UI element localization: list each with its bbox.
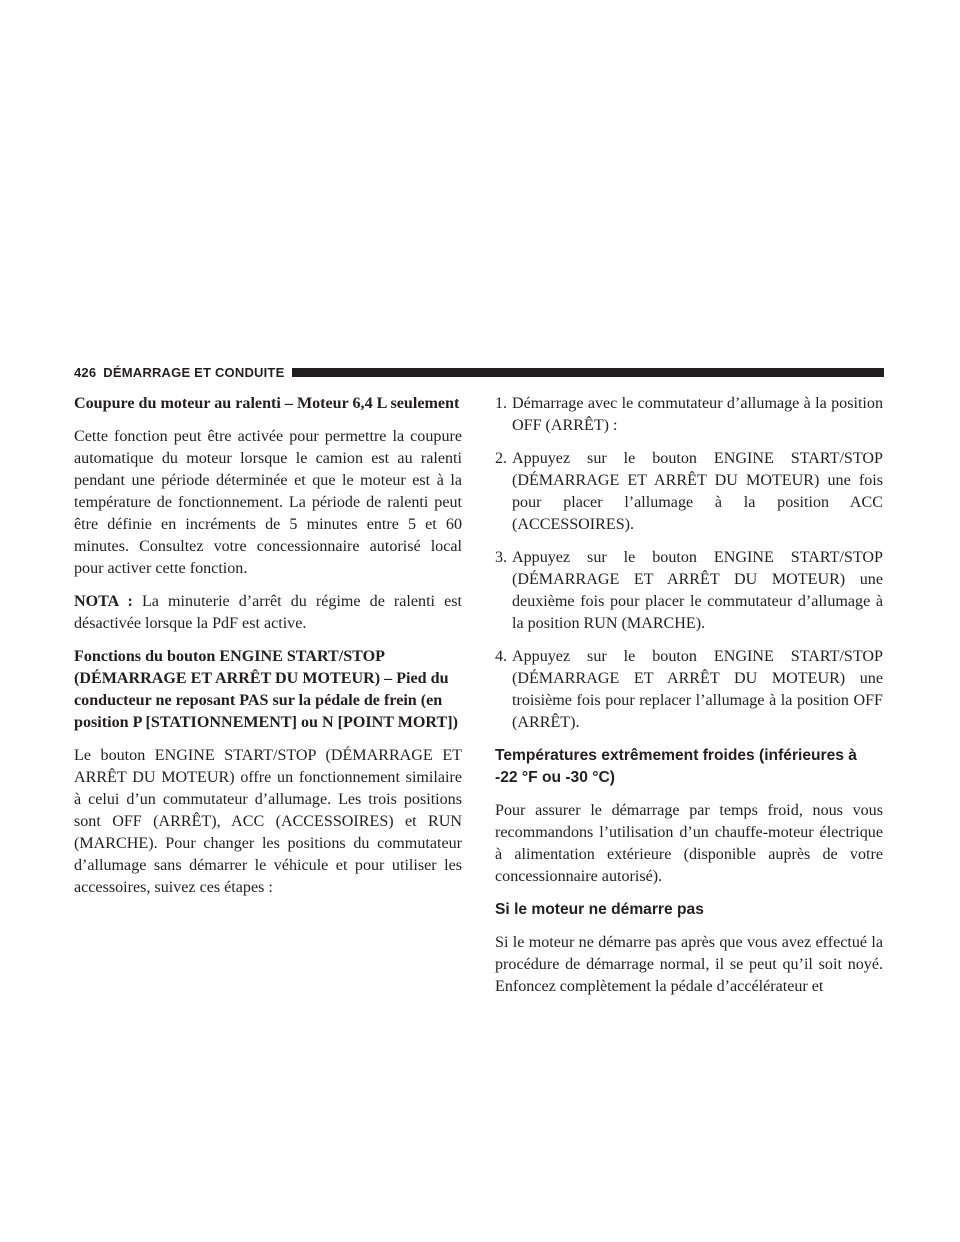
step-text: Appuyez sur le bouton ENGINE START/STOP (DÉMARRAGE ET ARRÊT DU MOTEUR) une troisième fois pour replacer l’allumage à la position OFF (ARRÊT). — [512, 648, 883, 731]
right-column — [495, 393, 883, 1009]
engine-fails-heading: Si le moteur ne démarre pas — [495, 901, 704, 918]
step-item — [495, 448, 883, 536]
cold-temperatures-heading: Températures extrêmement froides (inférieures à -22 °F ou -30 °C) — [495, 747, 857, 786]
step-item — [495, 393, 883, 437]
step-item — [495, 547, 883, 635]
step-item — [495, 646, 883, 734]
step-text: Appuyez sur le bouton ENGINE START/STOP (DÉMARRAGE ET ARRÊT DU MOTEUR) une deuxième fois pour placer le commutateur d’allumage à la position RUN (MARCHE). — [512, 549, 883, 632]
idle-shutdown-heading: Coupure du moteur au ralenti – Moteur 6,4 L seulement — [74, 395, 460, 412]
start-stop-functions-heading: Fonctions du bouton ENGINE START/STOP (DÉMARRAGE ET ARRÊT DU MOTEUR) – Pied du conducteur ne reposant PAS sur la pédale de frein (en position P [STATIONNEMENT] ou N [POINT MORT]) — [74, 648, 458, 731]
idle-shutdown-body: Cette fonction peut être activée pour permettre la coupure automatique du moteur lorsque le camion est au ralenti pendant une période déterminée et que le moteur est à la température de fonctionnement. La période de ralenti peut être définie en incréments de 5 minutes entre 5 et 60 minutes. Consultez votre concessionnaire autorisé local pour activer cette fonction. — [74, 428, 462, 577]
step-number: 3. — [495, 549, 508, 566]
start-stop-functions-body: Le bouton ENGINE START/STOP (DÉMARRAGE ET ARRÊT DU MOTEUR) offre un fonctionnement similaire à celui d’un commutateur d’allumage. Les trois positions sont OFF (ARRÊT), ACC (ACCESSOIRES) et RUN (MARCHE). Pour changer les positions du commutateur d’allumage sans démarrer le véhicule et pour utiliser les accessoires, suivez ces étapes : — [74, 747, 462, 896]
step-text: Démarrage avec le commutateur d’allumage à la position OFF (ARRÊT) : — [512, 395, 883, 434]
cold-temperatures-body: Pour assurer le démarrage par temps froid, nous vous recommandons l’utilisation d’un chauffe-moteur électrique à alimentation extérieure (disponible auprès de votre concessionnaire autorisé). — [495, 802, 883, 885]
note-text: La minuterie d’arrêt du régime de ralenti est désactivée lorsque la PdF est active. — [74, 593, 462, 632]
step-text: Appuyez sur le bouton ENGINE START/STOP (DÉMARRAGE ET ARRÊT DU MOTEUR) une fois pour placer l’allumage à la position ACC (ACCESSOIRES). — [512, 450, 883, 533]
page-header — [74, 361, 884, 383]
step-number: 2. — [495, 450, 508, 467]
note-paragraph — [74, 591, 462, 635]
page-number: 426 — [74, 364, 97, 380]
note-label: NOTA : — [74, 593, 133, 610]
step-number: 1. — [495, 395, 508, 412]
section-title: DÉMARRAGE ET CONDUITE — [103, 364, 285, 380]
header-rule — [292, 368, 884, 377]
step-number: 4. — [495, 648, 508, 665]
engine-fails-body: Si le moteur ne démarre pas après que vous avez effectué la procédure de démarrage normal, il se peut qu’il soit noyé. Enfoncez complètement la pédale d’accélérateur et — [495, 934, 883, 995]
steps-list — [495, 393, 883, 734]
left-column — [74, 393, 462, 910]
